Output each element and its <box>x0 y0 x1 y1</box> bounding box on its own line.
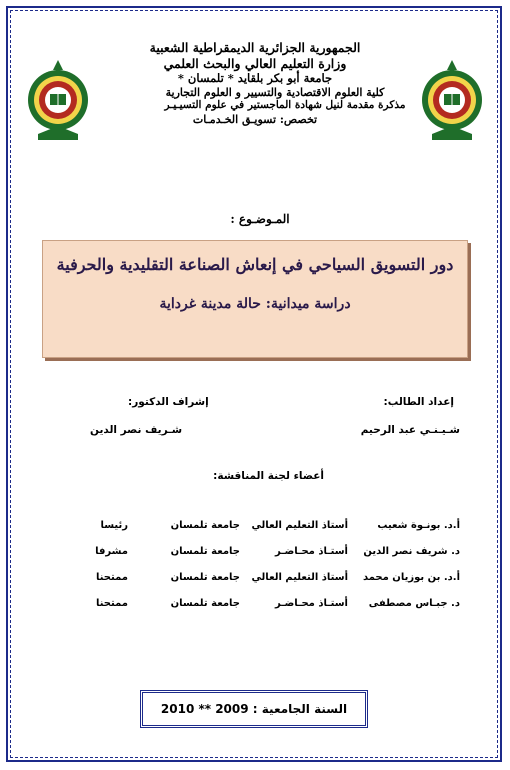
member-university: جامعة تلمسان <box>170 597 240 609</box>
memoir-line: مذكرة مقدمة لنيل شهادة الماجستير في علوم التسيـيـر <box>164 99 406 112</box>
academic-year: السنة الجامعية : 2009 ** 2010 <box>160 702 348 716</box>
committee-table <box>60 512 460 616</box>
member-name: د. جبـاس مصطفى <box>368 597 460 609</box>
member-rank: أستـاذ محـاضـر <box>274 545 348 557</box>
table-row <box>60 512 460 538</box>
student-name: شـيـنـي عبد الرحيم <box>360 424 460 436</box>
member-university: جامعة تلمسان <box>170 545 240 557</box>
member-rank: أستـاذ محـاضـر <box>274 597 348 609</box>
ministry-line: وزارة التعليم العالي والبحث العلمي <box>163 55 347 71</box>
prepared-by-label: إعداد الطالب: <box>383 396 454 408</box>
member-name: أ.د. بونـوة شعيب <box>377 519 460 531</box>
thesis-title: دور التسويق السياحي في إنعاش الصناعة التقليدية والحرفية <box>56 255 454 274</box>
university-emblem-left <box>20 54 96 150</box>
university-line: جامعة أبو بكر بلقايد * تلمسان * <box>177 71 333 86</box>
table-row <box>60 590 460 616</box>
member-role: رئيسا <box>100 519 128 531</box>
committee-label: أعضاء لجنة المناقشة: <box>213 470 324 482</box>
table-row <box>60 538 460 564</box>
thesis-subtitle: دراسة ميدانية: حالة مدينة غرداية <box>159 296 351 312</box>
thesis-title-box <box>42 240 468 358</box>
subject-label: المـوضـوع : <box>230 212 290 226</box>
republic-line: الجمهورية الجزائرية الديمقراطية الشعبية <box>149 40 361 55</box>
supervisor-name: شـريف نصر الدين <box>90 424 183 436</box>
member-name: أ.د. بن بوزيان محمد <box>362 571 460 583</box>
member-role: مشرفا <box>95 545 128 557</box>
member-rank: أستاذ التعليم العالي <box>251 571 348 583</box>
member-role: ممتحنا <box>95 597 128 609</box>
member-role: ممتحنا <box>95 571 128 583</box>
member-university: جامعة تلمسان <box>170 571 240 583</box>
member-university: جامعة تلمسان <box>170 519 240 531</box>
member-name: د. شريف نصر الدين <box>363 545 460 557</box>
member-rank: أستاذ التعليم العالي <box>251 519 348 531</box>
table-row <box>60 564 460 590</box>
supervisor-label: إشراف الدكتور: <box>128 396 209 408</box>
academic-year-box <box>140 690 368 728</box>
specialty-line: تخصص: تسويـق الخـدمـات <box>192 112 318 126</box>
faculty-line: كلية العلوم الاقتصادية والتسيير و العلوم التجارية <box>165 85 385 99</box>
institution-header <box>130 40 406 126</box>
